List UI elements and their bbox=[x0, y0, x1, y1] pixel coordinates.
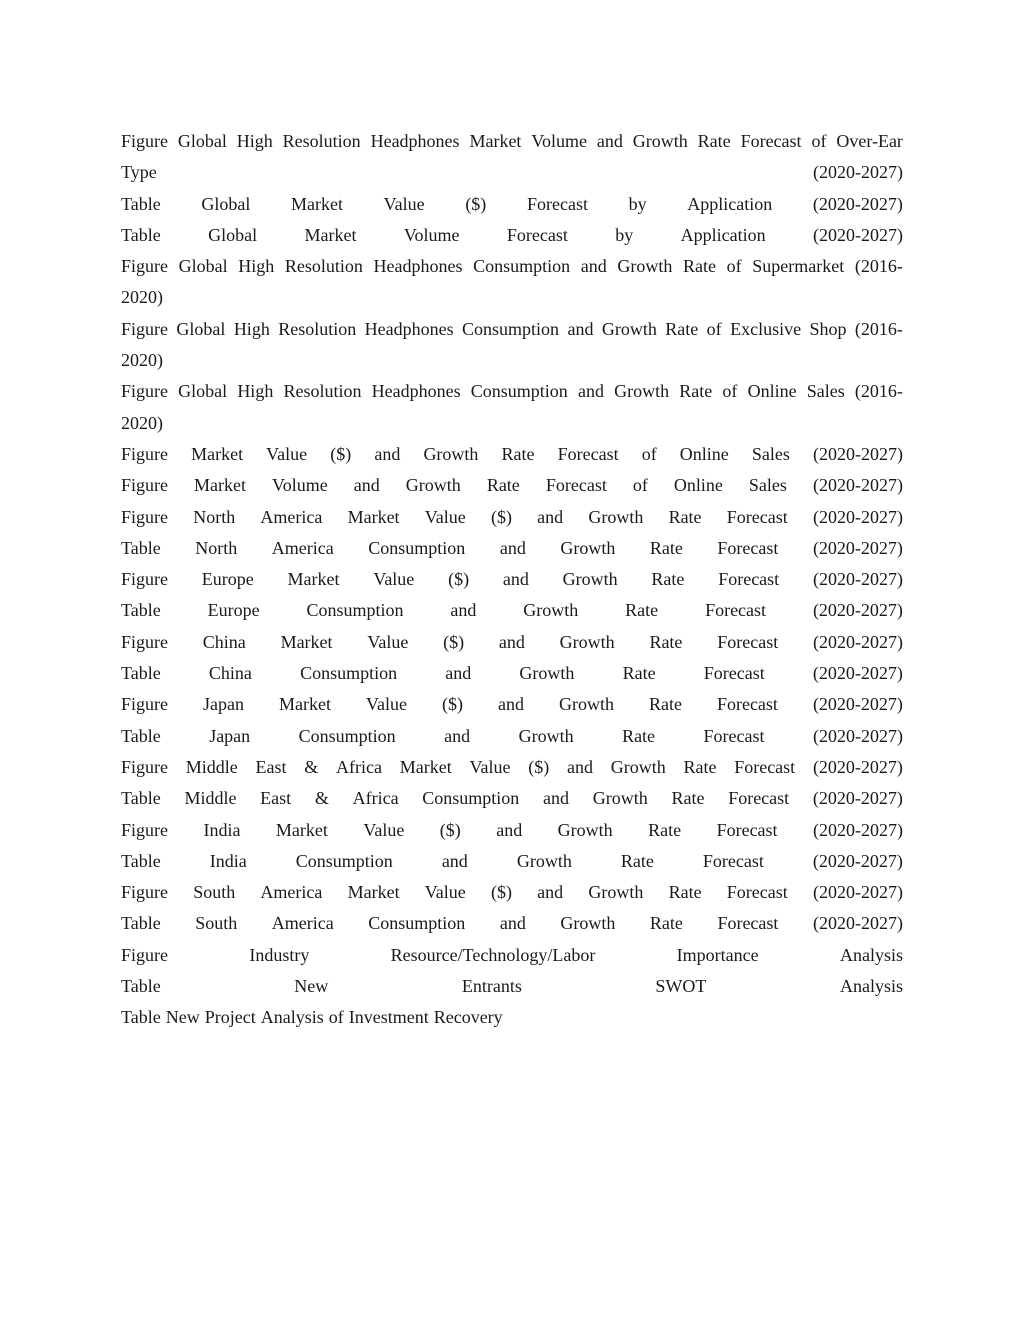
word: of bbox=[722, 381, 738, 402]
word: Growth bbox=[560, 537, 616, 558]
word: ($) bbox=[490, 882, 512, 903]
word: New bbox=[294, 976, 329, 997]
word: Consumption bbox=[470, 381, 568, 402]
word: Growth bbox=[592, 788, 648, 809]
word: Market bbox=[347, 882, 400, 903]
word: and bbox=[502, 569, 529, 590]
word: Japan bbox=[209, 725, 251, 746]
word: Analysis bbox=[839, 976, 903, 997]
word: ($) bbox=[441, 694, 463, 715]
word: and bbox=[496, 819, 523, 840]
word: Growth bbox=[559, 631, 615, 652]
word: (2020-2027) bbox=[812, 663, 903, 684]
word: Rate bbox=[665, 318, 699, 339]
word: Figure bbox=[121, 131, 168, 151]
word: Europe bbox=[207, 600, 260, 621]
word: (2020-2027) bbox=[812, 694, 903, 715]
text-line bbox=[121, 595, 903, 626]
word: Resolution bbox=[278, 318, 357, 339]
word: Global bbox=[178, 256, 228, 277]
word: Forecast bbox=[716, 694, 778, 715]
word: of bbox=[641, 443, 657, 464]
word: High bbox=[233, 318, 270, 339]
word: ($) bbox=[439, 819, 461, 840]
list-of-figures-and-tables bbox=[121, 126, 903, 1034]
word: Figure bbox=[121, 318, 168, 339]
text-line bbox=[121, 533, 903, 564]
word: Middle bbox=[184, 788, 237, 809]
word: Consumption bbox=[295, 850, 393, 871]
word: Growth bbox=[558, 694, 614, 715]
word: (2020-2027) bbox=[812, 506, 903, 527]
word: and bbox=[445, 663, 472, 684]
word: Forecast bbox=[545, 475, 607, 496]
word: ($) bbox=[528, 756, 550, 777]
word: Rate bbox=[649, 631, 683, 652]
word: Resolution bbox=[284, 256, 363, 277]
word: America bbox=[271, 913, 334, 934]
word: (2020-2027) bbox=[812, 537, 903, 558]
text-line bbox=[121, 564, 903, 595]
word: High bbox=[238, 256, 275, 277]
text-line bbox=[121, 376, 903, 407]
text-line bbox=[121, 408, 903, 439]
word: Consumption bbox=[300, 663, 398, 684]
word: 2020) bbox=[121, 412, 163, 433]
word: Resolution bbox=[283, 381, 362, 402]
word: Sales bbox=[806, 381, 845, 402]
word: Table bbox=[121, 725, 161, 746]
word: Growth bbox=[588, 882, 644, 903]
word: Figure bbox=[121, 694, 168, 715]
word: Table bbox=[121, 913, 161, 934]
word: Table bbox=[121, 976, 161, 997]
word: (2020-2027) bbox=[812, 725, 903, 746]
word: Rate bbox=[486, 475, 520, 496]
text-line bbox=[121, 345, 903, 376]
word: Figure bbox=[121, 506, 168, 527]
word: Headphones bbox=[364, 318, 454, 339]
word: Rate bbox=[679, 381, 713, 402]
word: Headphones bbox=[373, 256, 463, 277]
word: and bbox=[441, 850, 468, 871]
word: and bbox=[537, 882, 564, 903]
word: ($) bbox=[330, 443, 352, 464]
word: Industry bbox=[249, 944, 310, 965]
word: High bbox=[237, 381, 274, 402]
text-line bbox=[121, 940, 903, 971]
word: Figure bbox=[121, 569, 168, 590]
word: ($) bbox=[443, 631, 465, 652]
text-line bbox=[121, 439, 903, 470]
word: Forecast bbox=[718, 569, 780, 590]
word: China bbox=[208, 663, 252, 684]
word: Forecast bbox=[703, 663, 765, 684]
word: East bbox=[255, 756, 287, 777]
word: New bbox=[165, 1007, 200, 1028]
word: Consumption bbox=[422, 788, 520, 809]
text-line bbox=[121, 783, 903, 814]
word: Table bbox=[121, 788, 161, 809]
word: Consumption bbox=[368, 913, 466, 934]
word: Rate bbox=[625, 600, 659, 621]
word: Analysis bbox=[839, 944, 903, 965]
text-line bbox=[121, 282, 903, 313]
word: Rate bbox=[668, 882, 702, 903]
word: Consumption bbox=[473, 256, 571, 277]
word: and bbox=[567, 318, 594, 339]
word: Resolution bbox=[282, 131, 361, 151]
word: Global bbox=[201, 193, 251, 214]
word: Online bbox=[747, 381, 797, 402]
word: Market bbox=[280, 631, 333, 652]
word: of bbox=[706, 318, 722, 339]
word: Figure bbox=[121, 882, 168, 903]
word: Table bbox=[121, 663, 161, 684]
word: Table bbox=[121, 850, 161, 871]
word: and bbox=[543, 788, 570, 809]
word: (2016- bbox=[854, 381, 903, 402]
word: Market bbox=[399, 756, 452, 777]
word: Rate bbox=[683, 756, 717, 777]
text-line bbox=[121, 846, 903, 877]
word: (2020-2027) bbox=[812, 756, 903, 777]
word: (2020-2027) bbox=[812, 475, 903, 496]
word: Value bbox=[424, 506, 466, 527]
word: China bbox=[202, 631, 246, 652]
text-line bbox=[121, 251, 903, 282]
word: ($) bbox=[448, 569, 470, 590]
word: and bbox=[498, 631, 525, 652]
word: South bbox=[195, 913, 238, 934]
text-line bbox=[121, 627, 903, 658]
word: and bbox=[499, 913, 526, 934]
word: Exclusive bbox=[730, 318, 802, 339]
word: Table bbox=[121, 224, 161, 245]
word: Sales bbox=[751, 443, 790, 464]
word: (2020-2027) bbox=[812, 600, 903, 621]
word: Rate bbox=[622, 725, 656, 746]
word: Forecast bbox=[506, 224, 568, 245]
text-line bbox=[121, 502, 903, 533]
word: Rate bbox=[501, 443, 535, 464]
word: Japan bbox=[203, 694, 244, 715]
word: Figure bbox=[121, 631, 168, 652]
word: Shop bbox=[809, 318, 847, 339]
word: Growth bbox=[519, 663, 575, 684]
word: Growth bbox=[601, 318, 657, 339]
word: and bbox=[537, 506, 564, 527]
word: & bbox=[304, 756, 319, 777]
word: ($) bbox=[465, 193, 487, 214]
word: Project bbox=[204, 1007, 256, 1028]
word: East bbox=[260, 788, 292, 809]
text-line bbox=[121, 908, 903, 939]
word: Growth bbox=[423, 443, 479, 464]
word: and bbox=[374, 443, 401, 464]
word: Market bbox=[291, 193, 344, 214]
word: Forecast bbox=[703, 725, 765, 746]
word: 2020) bbox=[121, 350, 163, 371]
word: Growth bbox=[557, 819, 613, 840]
text-line bbox=[121, 721, 903, 752]
word: and bbox=[577, 381, 604, 402]
word: and bbox=[444, 725, 471, 746]
word: Forecast bbox=[705, 600, 767, 621]
text-line bbox=[121, 314, 903, 345]
word: Table bbox=[121, 600, 161, 621]
word: Rate bbox=[622, 663, 656, 684]
word: Importance bbox=[676, 944, 759, 965]
word: Headphones bbox=[371, 381, 461, 402]
word: Growth bbox=[588, 506, 644, 527]
word: by bbox=[615, 224, 634, 245]
word: Forecast bbox=[726, 882, 788, 903]
word: Rate bbox=[648, 694, 682, 715]
word: Africa bbox=[352, 788, 399, 809]
word: and bbox=[566, 756, 593, 777]
word: 2020) bbox=[121, 287, 163, 308]
word: Market bbox=[469, 131, 522, 151]
word: Application bbox=[687, 193, 773, 214]
word: (2020-2027) bbox=[813, 162, 903, 183]
word: Supermarket bbox=[752, 256, 845, 277]
word: Entrants bbox=[461, 976, 522, 997]
word: Market bbox=[347, 506, 400, 527]
word: (2020-2027) bbox=[812, 913, 903, 934]
word: Growth bbox=[516, 850, 572, 871]
word: India bbox=[203, 819, 241, 840]
word: Value bbox=[367, 631, 409, 652]
word: and bbox=[353, 475, 380, 496]
word: Forecast bbox=[702, 850, 764, 871]
word: Recovery bbox=[433, 1007, 503, 1028]
word: Market bbox=[275, 819, 328, 840]
word: Sales bbox=[748, 475, 787, 496]
word: Consumption bbox=[298, 725, 396, 746]
word: Type bbox=[121, 162, 157, 183]
word: Forecast bbox=[526, 193, 588, 214]
word: Online bbox=[679, 443, 729, 464]
text-line bbox=[121, 1002, 903, 1033]
word: Value bbox=[365, 694, 407, 715]
word: Growth bbox=[617, 256, 673, 277]
word: Table bbox=[121, 193, 161, 214]
word: Forecast bbox=[557, 443, 619, 464]
word: Growth bbox=[560, 913, 616, 934]
word: America bbox=[260, 506, 323, 527]
word: of bbox=[328, 1007, 344, 1028]
word: and bbox=[596, 131, 623, 151]
word: Growth bbox=[523, 600, 579, 621]
word: (2020-2027) bbox=[812, 443, 903, 464]
text-line bbox=[121, 752, 903, 783]
word: Value bbox=[469, 756, 511, 777]
word: Africa bbox=[336, 756, 382, 777]
text-line bbox=[121, 815, 903, 846]
word: Forecast bbox=[740, 131, 802, 151]
word: Volume bbox=[531, 131, 587, 151]
word: (2020-2027) bbox=[812, 569, 903, 590]
word: Global bbox=[177, 131, 227, 151]
word: Analysis bbox=[260, 1007, 324, 1028]
word: Value bbox=[266, 443, 308, 464]
word: Rate bbox=[651, 569, 685, 590]
word: Growth bbox=[614, 381, 670, 402]
word: Consumption bbox=[368, 537, 466, 558]
word: Headphones bbox=[370, 131, 460, 151]
word: Market bbox=[194, 475, 247, 496]
word: and bbox=[450, 600, 477, 621]
word: (2016- bbox=[854, 318, 903, 339]
word: Europe bbox=[201, 569, 254, 590]
word: Market bbox=[304, 224, 357, 245]
word: (2020-2027) bbox=[812, 631, 903, 652]
word: SWOT bbox=[655, 976, 707, 997]
word: Consumption bbox=[306, 600, 404, 621]
word: Figure bbox=[121, 381, 168, 402]
word: Forecast bbox=[728, 788, 790, 809]
word: Value bbox=[424, 882, 466, 903]
word: and bbox=[497, 694, 524, 715]
word: (2016- bbox=[854, 256, 903, 277]
word: of bbox=[811, 131, 827, 151]
word: India bbox=[209, 850, 247, 871]
word: Figure bbox=[121, 819, 168, 840]
word: America bbox=[260, 882, 323, 903]
word: Growth bbox=[632, 131, 688, 151]
word: Growth bbox=[518, 725, 574, 746]
word: North bbox=[193, 506, 236, 527]
word: (2020-2027) bbox=[812, 850, 903, 871]
word: Table bbox=[121, 537, 161, 558]
word: Global bbox=[178, 381, 228, 402]
word: Volume bbox=[403, 224, 460, 245]
word: Figure bbox=[121, 256, 168, 277]
word: High bbox=[236, 131, 273, 151]
word: America bbox=[271, 537, 334, 558]
word: Global bbox=[208, 224, 258, 245]
word: Rate bbox=[683, 256, 717, 277]
word: (2020-2027) bbox=[813, 819, 903, 840]
word: Volume bbox=[272, 475, 328, 496]
word: (2020-2027) bbox=[812, 193, 903, 214]
word: Forecast bbox=[734, 756, 796, 777]
text-line bbox=[121, 189, 903, 220]
text-line bbox=[121, 470, 903, 501]
word: Rate bbox=[649, 913, 683, 934]
text-line bbox=[121, 157, 903, 188]
word: Figure bbox=[121, 443, 168, 464]
word: Market bbox=[278, 694, 331, 715]
word: (2020-2027) bbox=[812, 882, 903, 903]
word: Table bbox=[121, 1007, 161, 1028]
word: Rate bbox=[648, 819, 682, 840]
word: Market bbox=[191, 443, 244, 464]
word: Application bbox=[680, 224, 766, 245]
word: Rate bbox=[697, 131, 731, 151]
word: Rate bbox=[620, 850, 654, 871]
word: Figure bbox=[121, 756, 168, 777]
word: (2020-2027) bbox=[812, 224, 903, 245]
text-line bbox=[121, 658, 903, 689]
word: South bbox=[193, 882, 236, 903]
word: Rate bbox=[671, 788, 705, 809]
word: Figure bbox=[121, 475, 168, 496]
word: Forecast bbox=[717, 913, 779, 934]
word: (2020-2027) bbox=[812, 788, 903, 809]
word: of bbox=[726, 256, 742, 277]
word: and bbox=[499, 537, 526, 558]
text-line bbox=[121, 877, 903, 908]
word: Growth bbox=[562, 569, 618, 590]
word: Figure bbox=[121, 944, 168, 965]
word: Forecast bbox=[717, 631, 779, 652]
word: Growth bbox=[405, 475, 461, 496]
word: Consumption bbox=[462, 318, 560, 339]
word: of bbox=[632, 475, 648, 496]
word: Value bbox=[363, 819, 405, 840]
word: Rate bbox=[668, 506, 702, 527]
word: Forecast bbox=[726, 506, 788, 527]
word: Market bbox=[287, 569, 340, 590]
word: Middle bbox=[185, 756, 238, 777]
text-line bbox=[121, 126, 903, 157]
word: ($) bbox=[490, 506, 512, 527]
text-line bbox=[121, 689, 903, 720]
word: Value bbox=[373, 569, 415, 590]
word: by bbox=[628, 193, 647, 214]
word: Over-Ear bbox=[836, 131, 903, 151]
text-line bbox=[121, 971, 903, 1002]
word: Rate bbox=[649, 537, 683, 558]
word: Forecast bbox=[716, 819, 778, 840]
word: Online bbox=[673, 475, 723, 496]
word: Growth bbox=[610, 756, 666, 777]
word: Resource/Technology/Labor bbox=[390, 944, 596, 965]
word: Forecast bbox=[717, 537, 779, 558]
text-line bbox=[121, 220, 903, 251]
word: and bbox=[580, 256, 607, 277]
word: Global bbox=[176, 318, 226, 339]
word: & bbox=[314, 788, 329, 809]
word: Value bbox=[383, 193, 425, 214]
word: North bbox=[195, 537, 238, 558]
word: Investment bbox=[348, 1007, 429, 1028]
